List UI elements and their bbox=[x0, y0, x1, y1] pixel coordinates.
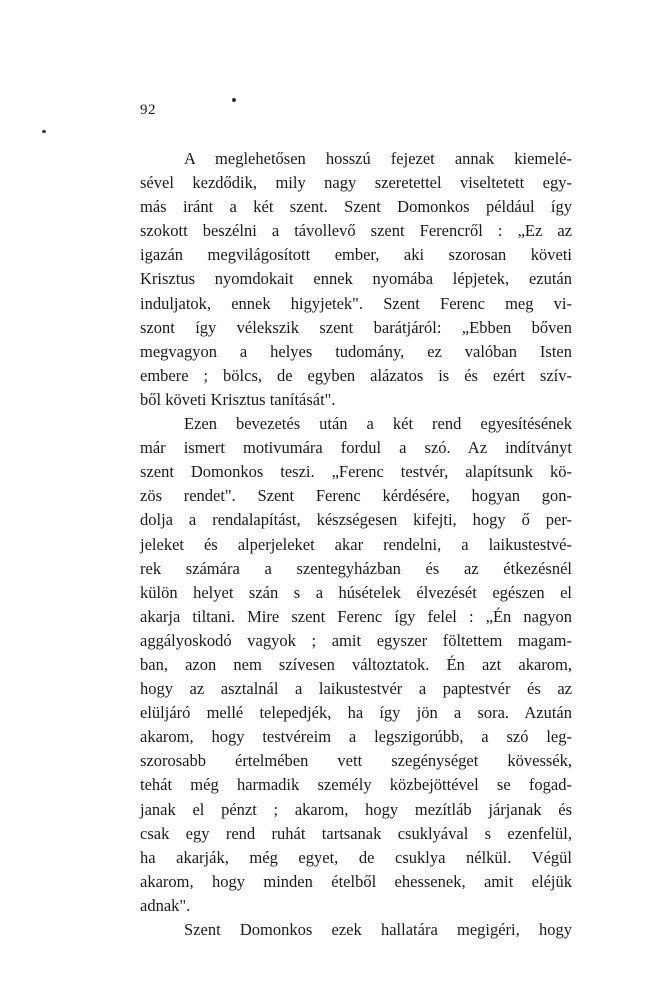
text-line: Ezen bevezetés után a két rend egyesítésének bbox=[184, 414, 572, 434]
page-number: 92 bbox=[140, 102, 156, 118]
text-line: csak egy rend ruhát tartsanak csuklyával s ezenfelül, bbox=[140, 823, 572, 843]
text-line: embere ; bölcs, de egyben alázatos is és ezért szív- bbox=[140, 365, 572, 385]
text-line: igazán megvilágosított ember, aki szorosan követi bbox=[140, 245, 572, 265]
text-line: akarja tiltani. Mire szent Ferenc így felel : „Én nagyon bbox=[140, 606, 572, 626]
text-line: janak el pénzt ; akarom, hogy mezítláb járjanak és bbox=[140, 799, 572, 819]
text-line: tehát még harmadik személy közbejöttével se fogad- bbox=[140, 775, 572, 795]
text-line: külön helyet szán s a húsételek élvezését egészen el bbox=[140, 582, 572, 602]
text-line: szent Domonkos teszi. „Ferenc testvér, alapítsunk kö- bbox=[140, 462, 572, 482]
text-line: szokott beszélni a távollevő szent Ferencről : „Ez az bbox=[140, 221, 572, 241]
text-line: akarom, hogy minden ételből ehessenek, amit eléjük bbox=[140, 871, 572, 891]
text-line: jeleket és alperjeleket akar rendelni, a laikustestvé- bbox=[140, 534, 572, 554]
text-line: adnak". bbox=[140, 895, 191, 915]
text-line: Szent Domonkos ezek hallatára megigéri, hogy bbox=[184, 920, 572, 939]
text-line: megvagyon a helyes tudomány, ez valóban Isten bbox=[140, 341, 572, 361]
text-line: zös rendet". Szent Ferenc kérdésére, hogyan gon- bbox=[140, 486, 572, 506]
text-line: aggályoskodó vagyok ; amit egyszer föltettem magam- bbox=[140, 630, 572, 650]
text-line: ban, azon nem szívesen változtatok. Én azt akarom, bbox=[140, 654, 572, 674]
text-line: dolja a rendalapítást, készségesen kifejti, hogy ő per- bbox=[140, 510, 572, 530]
ink-speck bbox=[232, 98, 236, 102]
ink-speck bbox=[42, 130, 46, 133]
text-line: rek számára a szentegyházban és az étkezésnél bbox=[140, 558, 572, 578]
text-line: más iránt a két szent. Szent Domonkos például így bbox=[140, 197, 572, 217]
text-line: akarom, hogy testvéreim a legszigorúbb, a szó leg- bbox=[140, 727, 572, 747]
text-line: sével kezdődik, mily nagy szeretettel viseltetett egy- bbox=[140, 173, 572, 193]
text-line: szorosabb értelmében vett szegénységet kövessék, bbox=[140, 751, 572, 771]
text-line: már ismert motivumára fordul a szó. Az indítványt bbox=[140, 438, 572, 458]
text-line: szont így vélekszik szent barátjáról: „Ebben bőven bbox=[140, 317, 572, 337]
body-text bbox=[140, 147, 572, 942]
text-line: Krisztus nyomdokait ennek nyomába lépjetek, ezután bbox=[140, 269, 572, 289]
text-line: A meglehetősen hosszú fejezet annak kiemelé- bbox=[184, 149, 572, 168]
text-line: ha akarják, még egyet, de csuklya nélkül. Végül bbox=[140, 847, 572, 867]
text-line: elüljáró mellé telepedjék, ha így jön a sora. Azután bbox=[140, 703, 572, 723]
text-line: induljatok, ennek higyjetek". Szent Ferenc meg vi- bbox=[140, 293, 572, 313]
text-line: hogy az asztalnál a laikustestvér a paptestvér és az bbox=[140, 679, 572, 699]
text-line: ből követi Krisztus tanítását". bbox=[140, 389, 336, 409]
